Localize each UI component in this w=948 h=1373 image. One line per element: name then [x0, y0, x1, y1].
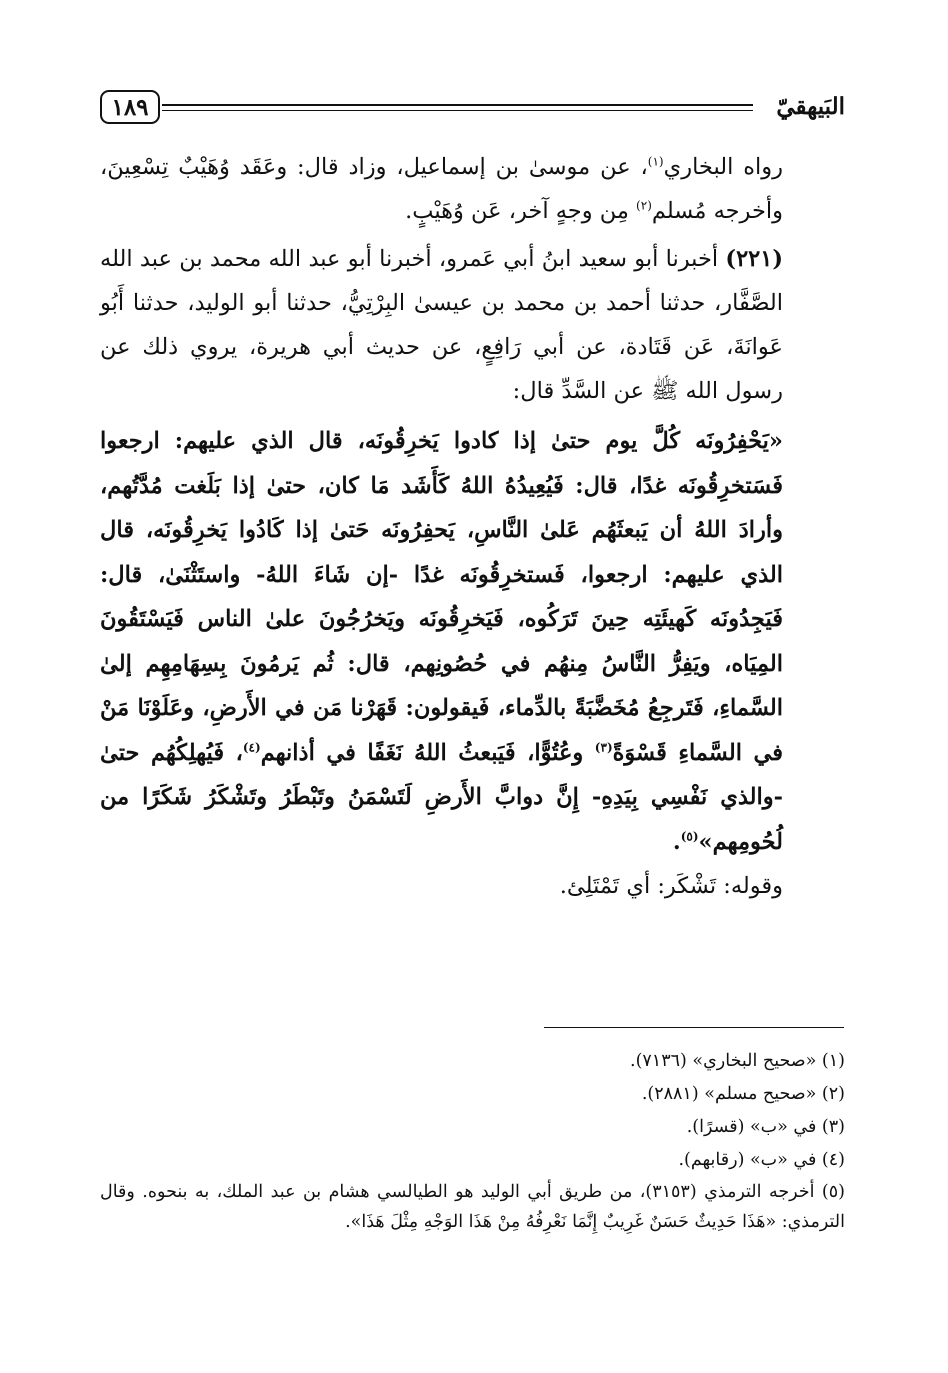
matn-end: .: [672, 828, 681, 855]
footnote-4: (٤) في «ب» (رقابهم).: [678, 1150, 845, 1170]
hadith-number: (٢٢١): [725, 246, 783, 272]
page-number: ١٨٩: [100, 90, 160, 124]
matn-text-b: وعُتُوًّا، فَيَبعثُ اللهُ نَغَفًا في أذانهم: [260, 739, 595, 766]
main-text: [100, 145, 845, 912]
header-rule-thin: [162, 110, 753, 111]
gloss-line: وقوله: تَشْكَر: أي تَمْتَلِئ.: [559, 873, 783, 899]
matn-paragraph: [100, 419, 845, 864]
footnote-ref-3: (٣): [594, 740, 613, 754]
intro-text-end: مِن وجهٍ آخر، عَن وُهَيْبٍ.: [405, 198, 637, 224]
hadith-matn: [100, 419, 845, 864]
intro-paragraph: [100, 145, 845, 233]
intro-text: رواه البخاري: [663, 154, 783, 180]
footnote-2: (٢) «صحيح مسلم» (٢٨٨١).: [641, 1084, 845, 1104]
footnotes: [100, 1045, 845, 1237]
footnote-1: (١) «صحيح البخاري» (٧١٣٦).: [630, 1051, 845, 1071]
page-header: [100, 90, 845, 130]
footnote-5: (٥) أخرجه الترمذي (٣١٥٣)، من طريق أبي الوليد هو الطيالسي هشام بن عبد الملك، به بنحوه. وقال الترمذي: «هَذَا حَدِيثٌ حَسَنٌ غَرِيبٌ إِنَّمَا نَعْرِفُهُ مِنْ هَذَا الوَجْهِ مِثْلَ هَذَا».: [100, 1182, 845, 1232]
footnote-ref-4: (٤): [242, 740, 261, 754]
footnote-ref-2: (٢): [636, 198, 652, 213]
matn-text-c: ، فَيُهلِكُهُم حتىٰ -والذي نَفْسِي بِيَدِهِ- إِنَّ دوابَّ الأَرضِ لَتَسْمَنُ وتَبْطَرُ وتَشْكَرُ شَكَرًا من لُحُومِهم»: [100, 739, 783, 855]
matn-text-a: «يَحْفِرُونَه كُلَّ يوم حتىٰ إذا كادوا يَخرِقُونَه، قال الذي عليهم: ارجعوا فَسَتخرِقُونَه غدًا، قال: فَيُعِيدُهُ اللهُ كَأَشَد مَا كان، حتىٰ إذا بَلَغت مُدَّتُهم، وأرادَ اللهُ أن يَبعثَهُم عَلىٰ النَّاسِ، يَحفِرُونَه حَتىٰ إذا كَادُوا يَخرِقُونَه، قال الذي عليهم: ارجعوا، فَستخرِقُونَه غدًا -إن شَاءَ اللهُ- واستَثْنَىٰ، قال: فَيَجِدُونَه كَهيئَتِه حِينَ تَرَكُوه، فَيَخرِقُونَه ويَخرُجُونَ علىٰ الناس فَيَسْتَقُونَ المِيَاه، ويَفِرُّ النَّاسُ مِنهُم في حُصُونِهم، قال: ثُم يَرمُونَ بِسِهَامِهِم إلىٰ السَّماءِ، فَتَرجِعُ مُخَضَّبَةً بالدِّماء، فَيقولون: قَهَرْنا مَن في الأَرضِ، وعَلَوْنَا مَنْ في السَّماءِ قَسْوَةً: [100, 428, 783, 766]
footnote-ref-5: (٥): [680, 829, 699, 843]
footnote-3: (٣) في «ب» (قسرًا).: [686, 1117, 845, 1137]
isnad-text: أخبرنا أبو سعيد ابنُ أبي عَمرو، أخبرنا أبو عبد الله محمد بن عبد الله الصَّفَّار، حدثنا أحمد بن محمد بن عيسىٰ البِرْتِيُّ، حدثنا أبو الوليد، حدثنا أَبُو عَوانَةَ، عَن قَتَادة، عن أبي رَافِعٍ، عن حديث أبي هريرة، يروي ذلك عن رسول الله ﷺ عن السَّدِّ قال:: [100, 246, 783, 404]
intro-text-cont: ، عن موسىٰ بن إسماعيل، وزاد قال: وعَقَد وُهَيْبٌ تِسْعِينَ، وأخرجه مُسلم: [100, 154, 783, 224]
isnad-paragraph: [100, 237, 845, 413]
running-title: البَيهقيّ: [755, 90, 845, 124]
footnote-ref-1: (١): [647, 154, 664, 169]
header-rule: [162, 104, 753, 106]
footnote-separator: [544, 1027, 844, 1028]
